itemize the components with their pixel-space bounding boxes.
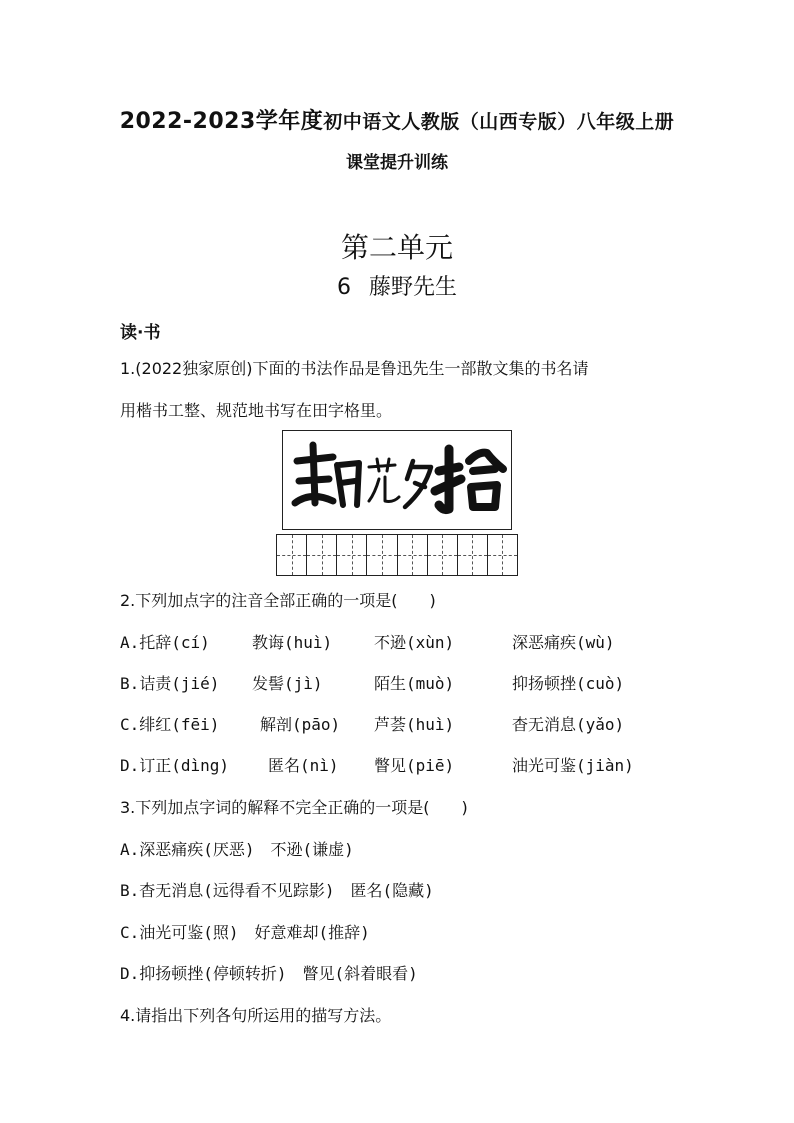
grid-cell[interactable] [307, 535, 337, 575]
q2-option: 芦荟(huì) [374, 715, 455, 734]
grid-cell[interactable] [337, 535, 367, 575]
q2-option: C.绯红(fēi) [120, 715, 220, 734]
q3-option: C.油光可鉴(照) 好意难却(推辞) [120, 923, 370, 942]
q3-option: A.深恶痛疾(厌恶) 不逊(谦虚) [120, 840, 354, 859]
header-year: 2022-2023 [119, 109, 256, 134]
lesson-heading [0, 270, 794, 301]
q3-option: B.杳无消息(远得看不见踪影) 匿名(隐藏) [120, 881, 434, 900]
q1-line1: 1.(2022独家原创)下面的书法作品是鲁迅先生一部散文集的书名请 [120, 359, 589, 378]
q2-option: 抑扬顿挫(cuò) [512, 674, 625, 693]
q2-option: A.托辞(cí) [120, 633, 210, 652]
q2-option: 教诲(huì) [252, 633, 333, 652]
calligraphy-image [282, 430, 512, 530]
q2-option: D.订正(dìng) [120, 756, 230, 775]
document-header [0, 104, 794, 135]
q2-option: 深恶痛疾(wù) [512, 633, 615, 652]
grid-cell[interactable] [277, 535, 307, 575]
writing-grid[interactable] [276, 534, 518, 576]
unit-title: 第二单元 [340, 231, 453, 264]
section-label: 读·书 [120, 323, 161, 343]
q2-option: 油光可鉴(jiàn) [512, 756, 634, 775]
lesson-number: 6 [336, 275, 351, 300]
q3-option: D.抑扬顿挫(停顿转折) 瞥见(斜着眼看) [120, 964, 418, 983]
grid-cell[interactable] [488, 535, 517, 575]
calligraphy-artwork [283, 431, 510, 528]
q2-option: 杳无消息(yǎo) [512, 715, 625, 734]
q2-option: 陌生(muò) [374, 674, 455, 693]
header-course: 初中语文人教版（山西专版）八年级上册 [323, 111, 675, 133]
grid-cell[interactable] [428, 535, 458, 575]
grid-cell[interactable] [367, 535, 397, 575]
q2-option: 发髻(jì) [252, 674, 323, 693]
q1-line2: 用楷书工整、规范地书写在田字格里。 [120, 401, 393, 420]
lesson-title: 藤野先生 [368, 275, 457, 300]
q2-option: 解剖(pāo) [260, 715, 341, 734]
grid-cell[interactable] [458, 535, 488, 575]
q2-option: 匿名(nì) [268, 756, 339, 775]
document-subtitle: 课堂提升训练 [346, 153, 448, 173]
q2-option: 不逊(xùn) [374, 633, 455, 652]
q2-option: B.诘责(jié) [120, 674, 220, 693]
q2-option: 瞥见(piē) [374, 756, 455, 775]
q3-stem: 3.下列加点字词的解释不完全正确的一项是( ) [120, 798, 468, 817]
q2-stem: 2.下列加点字的注音全部正确的一项是( ) [120, 591, 436, 610]
grid-cell[interactable] [398, 535, 428, 575]
q4-stem: 4.请指出下列各句所运用的描写方法。 [120, 1006, 392, 1025]
header-xuenian: 学年度 [255, 109, 324, 134]
